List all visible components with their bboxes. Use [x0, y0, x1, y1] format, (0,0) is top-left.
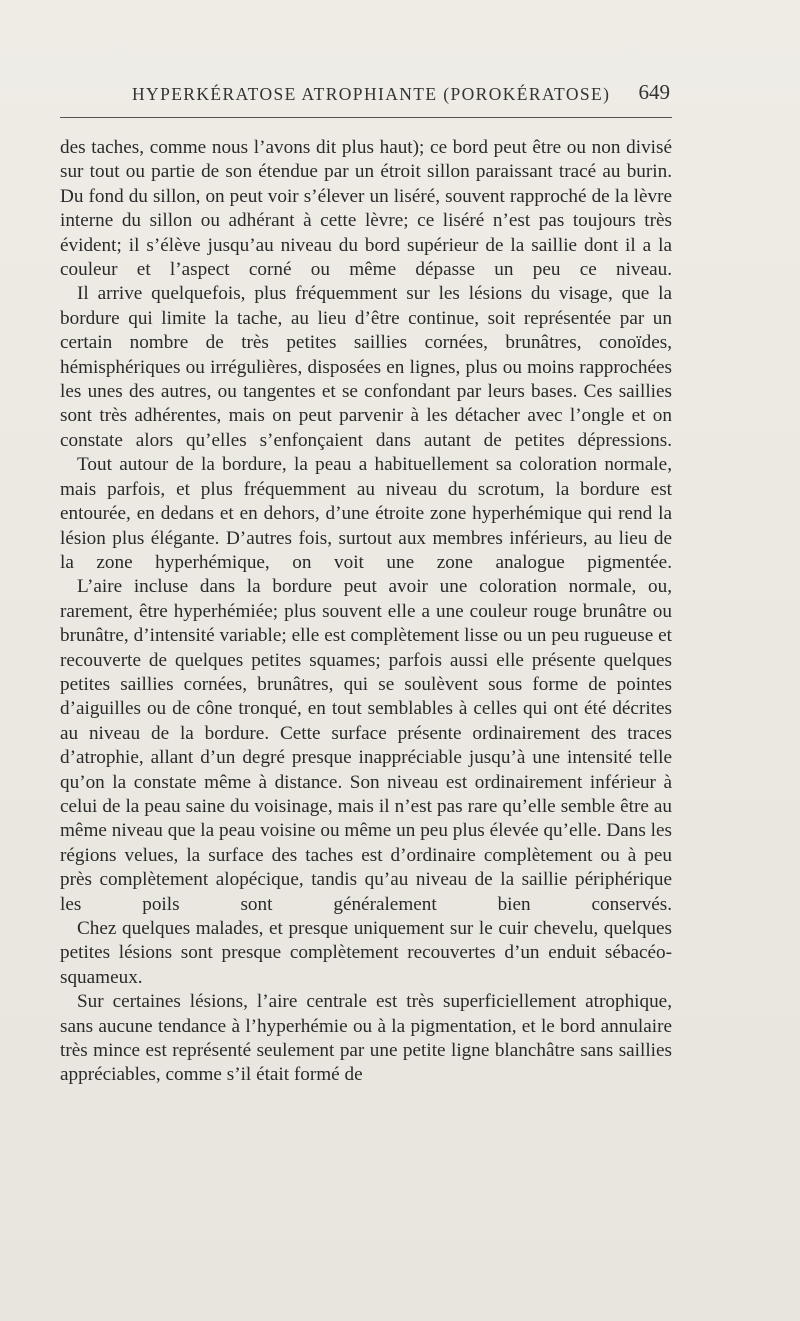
paragraph: Il arrive quelquefois, plus fréquemment sur les lésions du visage, que la bordure qui limite la tache, au lieu d’être continue, soit représentée par un certain nombre de très petites saillies cornées, brunâtres, conoïdes, hémisphériques ou irrégulières, disposées en lignes, plus ou moins rapprochées les unes des autres, ou tangentes et se confondant par leurs bases. Ces saillies sont très adhérentes, mais on peut parvenir à les détacher avec l’ongle et on constate alors qu’elles s’enfonçaient dans autant de petites dépressions.	[60, 283, 672, 451]
paragraph: Tout autour de la bordure, la peau a habituellement sa coloration normale, mais parfois, et plus fréquemment au niveau du scrotum, la bordure est entourée, en dedans et en dehors, d’une étroite zone hyperhémique qui rend la lésion plus élégante. D’autres fois, surtout aux membres inférieurs, au lieu de la zone hyperhémique, on voit une zone analogue pigmentée.	[60, 454, 672, 573]
header-rule	[60, 117, 672, 118]
paragraph: L’aire incluse dans la bordure peut avoir une coloration normale, ou, rarement, être hyperhémiée; plus souvent elle a une couleur rouge brunâtre ou brunâtre, d’intensité variable; elle est complètement lisse ou un peu rugueuse et recouverte de quelques petites squames; parfois aussi elle présente quelques petites saillies cornées, brunâtres, qui se soulèvent sous forme de pointes d’aiguilles ou de cône tronqué, en tout semblables à celles qui ont été décrites au niveau de la bordure. Cette surface présente ordinairement des traces d’atrophie, allant d’un degré presque inappréciable jusqu’à une intensité telle qu’on la constate même à distance. Son niveau est ordinairement inférieur à celui de la peau saine du voisinage, mais il n’est pas rare qu’elle semble être au même niveau que la peau voisine ou même un peu plus élevée qu’elle. Dans les régions velues, la surface des taches est d’ordinaire complètement ou à peu près complètement alopécique, tandis qu’au niveau de la saillie périphérique les poils sont généralement bien conservés.	[60, 576, 672, 915]
page-header	[60, 80, 672, 110]
page-number: 649	[638, 80, 670, 104]
body-text	[60, 136, 672, 1088]
running-title: HYPERKÉRATOSE ATROPHIANTE (POROKÉRATOSE)	[132, 84, 611, 104]
paragraph: des taches, comme nous l’avons dit plus haut); ce bord peut être ou non divisé sur tout ou partie de son étendue par un étroit sillon paraissant tracé au burin. Du fond du sillon, on peut voir s’élever un liséré, souvent rapproché de la lèvre interne du sillon ou adhérant à cette lèvre; ce liséré n’est pas toujours très évident; il s’élève jusqu’au niveau du bord supérieur de la saillie dont il a la couleur et l’aspect corné ou même dépasse un peu ce niveau.	[60, 137, 672, 281]
paragraph: Chez quelques malades, et presque uniquement sur le cuir chevelu, quelques petites lésions sont presque complètement recouvertes d’un enduit sébacéo-squameux.	[60, 918, 672, 988]
paragraph: Sur certaines lésions, l’aire centrale est très superficiellement atrophique, sans aucune tendance à l’hyperhémie ou à la pigmentation, et le bord annulaire très mince est représenté seulement par une petite ligne blanchâtre sans saillies appréciables, comme s’il était formé de	[60, 991, 672, 1086]
